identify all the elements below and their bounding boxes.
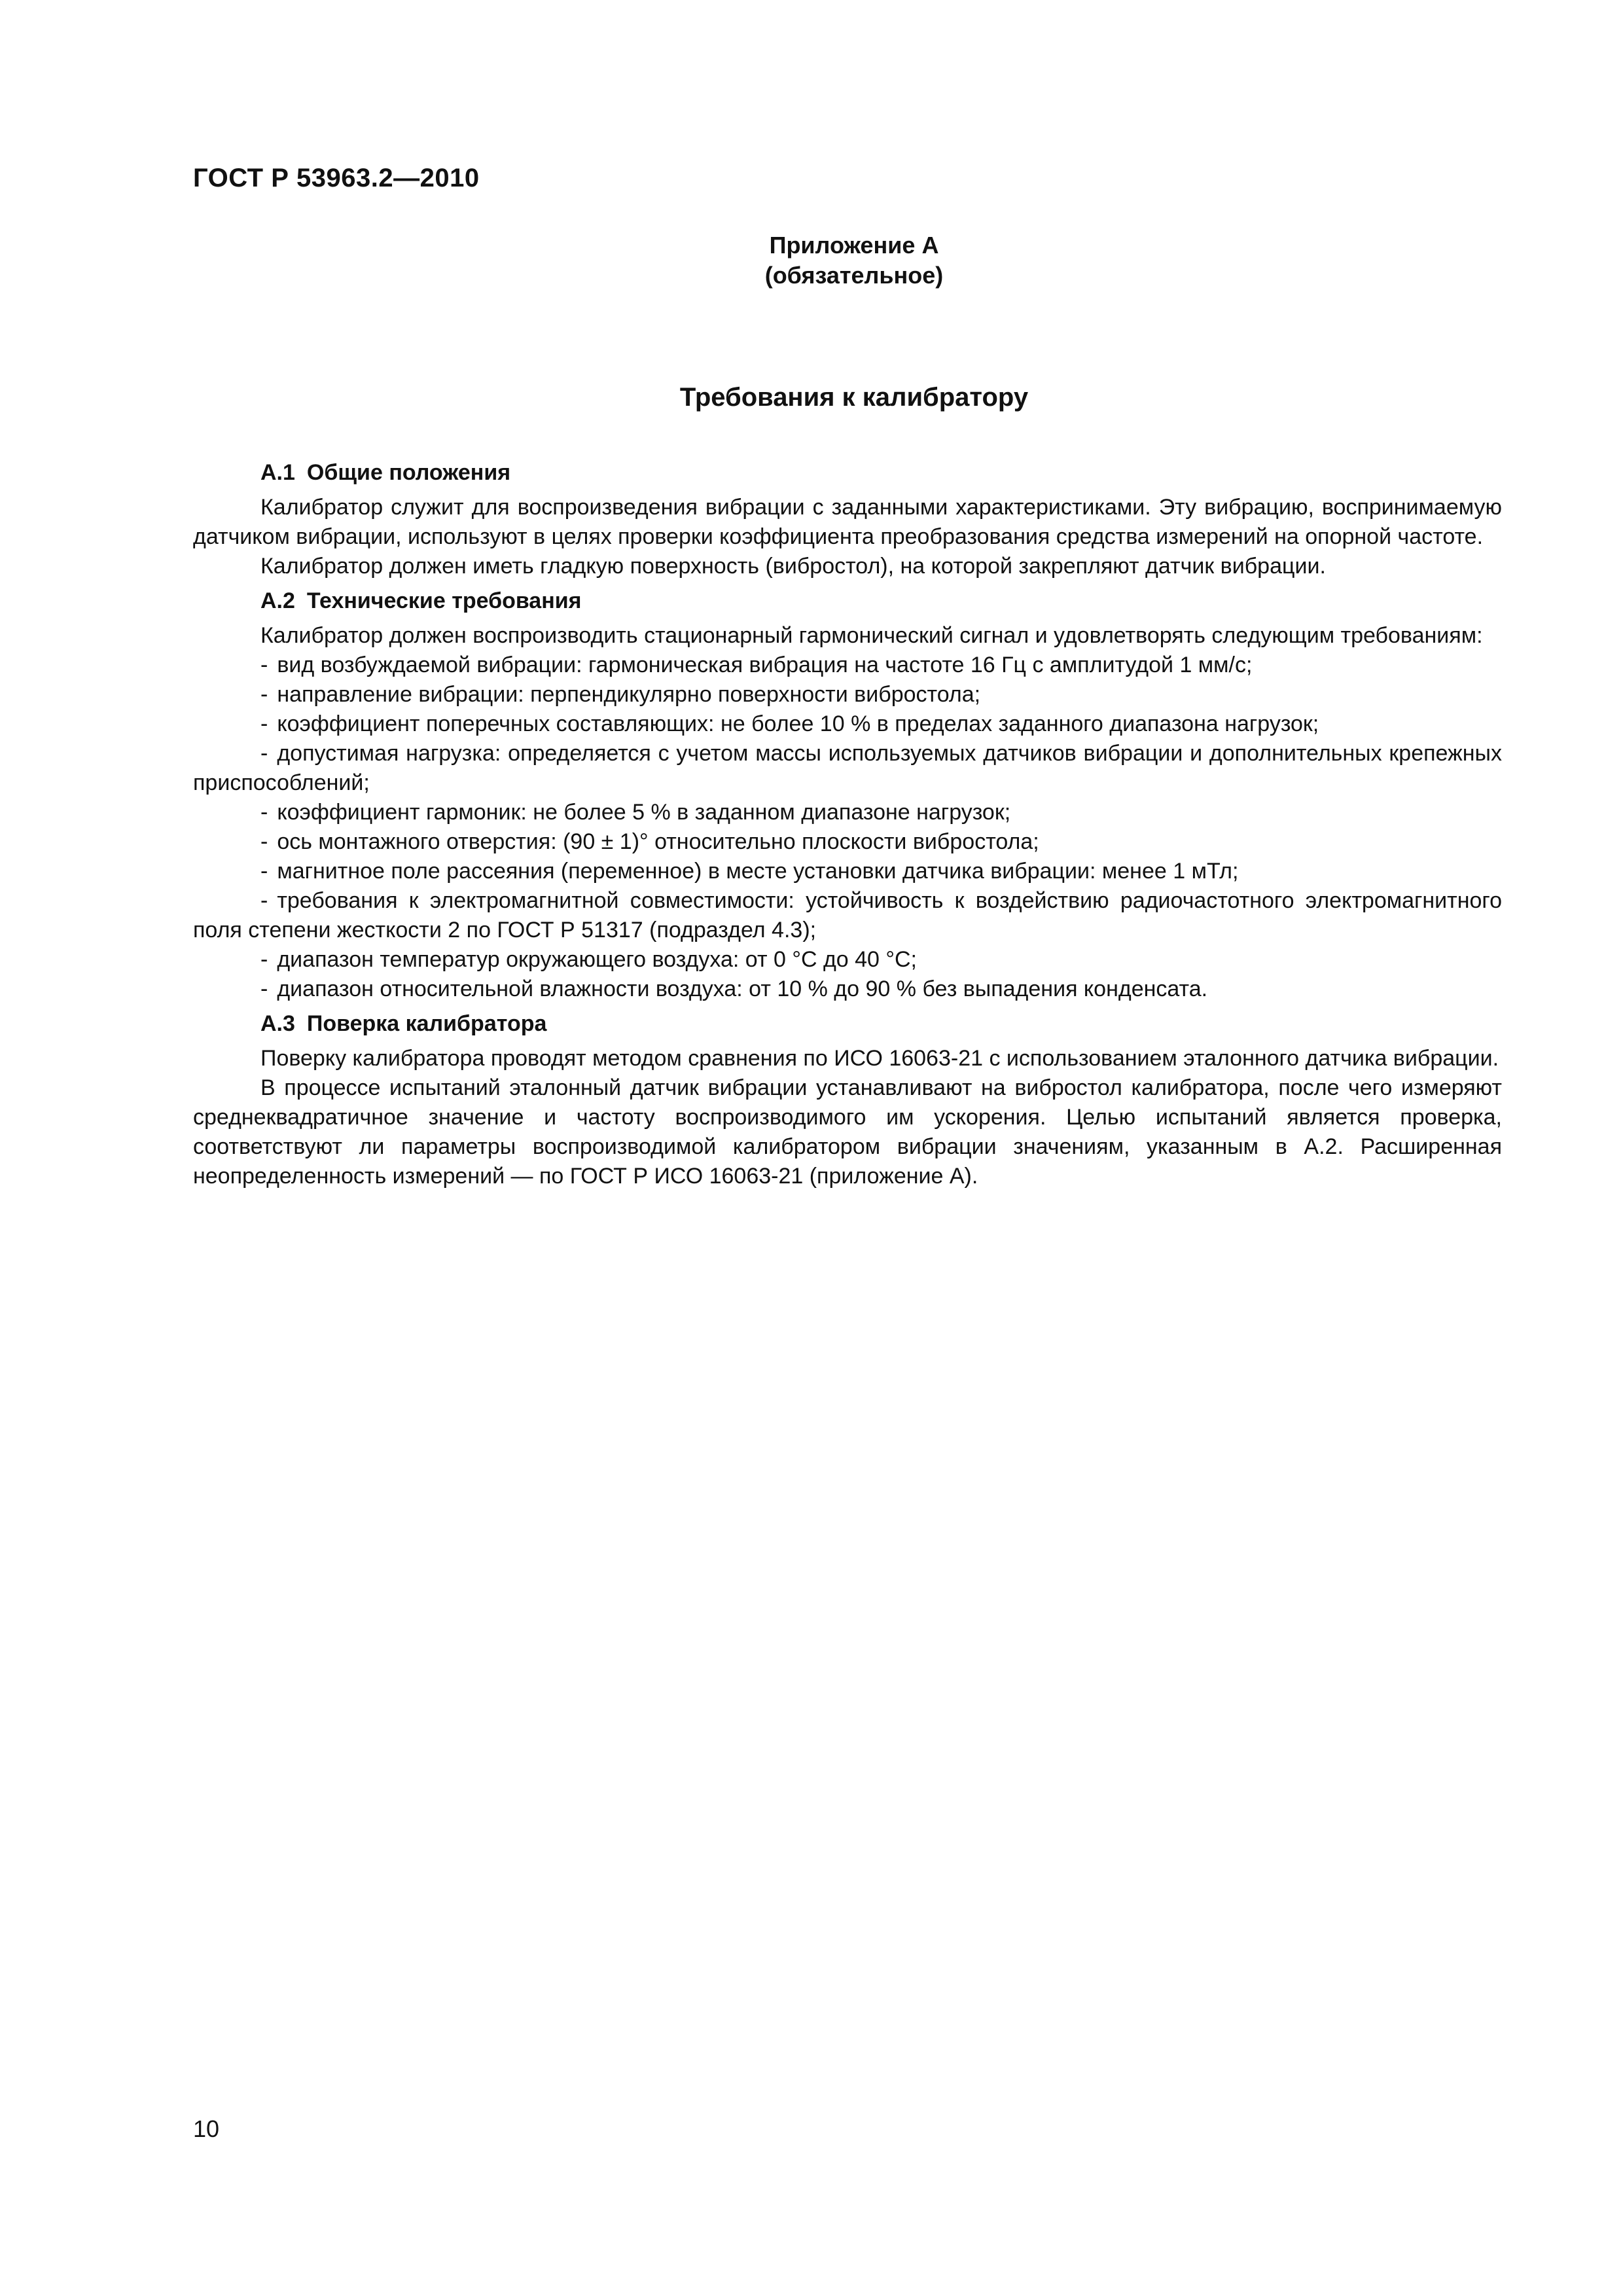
list-item-text: вид возбуждаемой вибрации: гармоническая вибрация на частоте 16 Гц с амплитудой 1 мм/с;	[277, 653, 1253, 677]
section-heading-text: Поверка калибратора	[306, 1011, 547, 1036]
list-item	[193, 798, 1502, 827]
section-number: А.1	[260, 460, 295, 485]
paragraph: Калибратор служит для воспроизведения вибрации с заданными характеристиками. Эту вибрацию, воспринимаемую датчиком вибрации, используют в целях проверки коэффициента преобразования средства измерений на опорной частоте.	[193, 495, 1502, 549]
list-item	[193, 857, 1502, 886]
page-number: 10	[193, 2115, 220, 2142]
section-a3	[193, 1009, 1502, 1191]
list-marker: -	[260, 711, 268, 736]
section-a2	[193, 586, 1502, 1004]
list-marker: -	[260, 947, 268, 972]
list-item	[193, 945, 1502, 975]
list-marker: -	[260, 653, 268, 677]
list-marker: -	[260, 859, 268, 884]
appendix-title: Приложение А	[769, 232, 939, 259]
list-item-text: коэффициент поперечных составляющих: не более 10 % в пределах заданного диапазона нагрузок;	[277, 711, 1319, 736]
list-item	[193, 709, 1502, 739]
section-heading	[193, 586, 1502, 616]
list-item-text: коэффициент гармоник: не более 5 % в заданном диапазоне нагрузок;	[277, 800, 1011, 825]
paragraph: Калибратор должен воспроизводить стационарный гармонический сигнал и удовлетворять следующим требованиям:	[260, 623, 1483, 648]
section-heading	[193, 1009, 1502, 1039]
page-title: Требования к калибратору	[679, 383, 1029, 412]
list-item	[193, 975, 1502, 1004]
section-heading-text: Общие положения	[306, 460, 511, 485]
section-number: А.2	[260, 588, 295, 613]
document-id: ГОСТ Р 53963.2—2010	[193, 164, 480, 192]
list-item-text: диапазон относительной влажности воздуха: от 10 % до 90 % без выпадения конденсата.	[277, 977, 1208, 1001]
section-heading-text: Технические требования	[306, 588, 582, 613]
list-item-text: магнитное поле рассеяния (переменное) в месте установки датчика вибрации: менее 1 мТл;	[277, 859, 1239, 884]
document-body	[193, 458, 1502, 1196]
list-marker: -	[260, 888, 268, 913]
section-a1	[193, 458, 1502, 581]
section-number: А.3	[260, 1011, 295, 1036]
list-marker: -	[260, 829, 268, 854]
list-marker: -	[260, 800, 268, 825]
paragraph: Калибратор должен иметь гладкую поверхность (вибростол), на которой закрепляют датчик вибрации.	[260, 554, 1326, 579]
list-marker: -	[260, 741, 268, 766]
list-item-text: ось монтажного отверстия: (90 ± 1)° относительно плоскости вибростола;	[277, 829, 1039, 854]
list-item	[193, 886, 1502, 945]
list-item-text: направление вибрации: перпендикулярно поверхности вибростола;	[277, 682, 981, 707]
list-item	[193, 739, 1502, 798]
appendix-status: (обязательное)	[764, 262, 944, 289]
paragraph: Поверку калибратора проводят методом сравнения по ИСО 16063-21 с использованием эталонного датчика вибрации.	[260, 1046, 1499, 1071]
list-item	[193, 827, 1502, 857]
list-item	[193, 680, 1502, 709]
section-heading	[193, 458, 1502, 488]
list-item-text: допустимая нагрузка: определяется с учетом массы используемых датчиков вибрации и дополнительных крепежных приспособлений;	[193, 741, 1502, 795]
list-marker: -	[260, 977, 268, 1001]
paragraph: В процессе испытаний эталонный датчик вибрации устанавливают на вибростол калибратора, после чего измеряют среднеквадратичное значение и частоту воспроизводимого им ускорения. Целью испытаний является проверка, соответствуют ли параметры воспроизводимой калибратором вибрации значениям, указанным в А.2. Расширенная неопределенность измерений — по ГОСТ Р ИСО 16063-21 (приложение А).	[193, 1075, 1502, 1189]
appendix-label	[0, 230, 1623, 291]
list-item-text: требования к электромагнитной совместимости: устойчивость к воздействию радиочастотного электромагнитного поля степени жесткости 2 по ГОСТ Р 51317 (подраздел 4.3);	[193, 888, 1502, 942]
list-item	[193, 651, 1502, 680]
list-item-text: диапазон температур окружающего воздуха: от 0 °С до 40 °С;	[277, 947, 917, 972]
list-marker: -	[260, 682, 268, 707]
